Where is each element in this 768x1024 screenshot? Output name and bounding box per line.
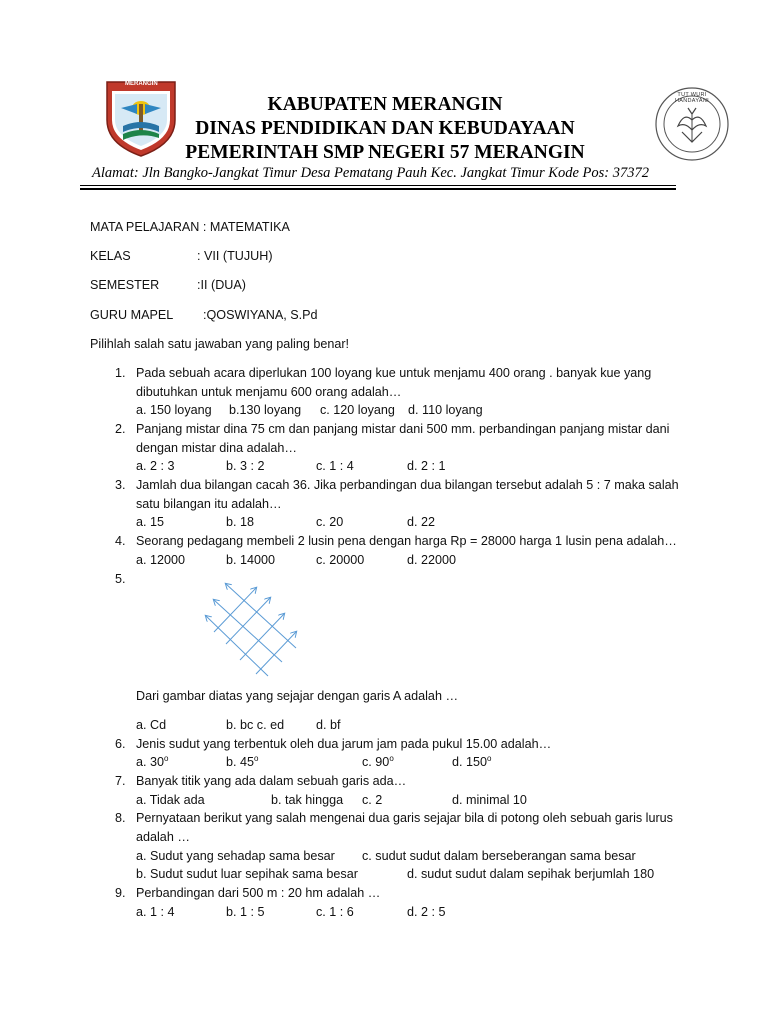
- question-text: Pada sebuah acara diperlukan 100 loyang kue untuk menjamu 400 orang . banyak kue yang: [136, 366, 652, 380]
- semester-label: SEMESTER: [90, 278, 160, 292]
- option-a: a. Cd: [136, 718, 167, 732]
- degree-mark: o: [487, 754, 492, 763]
- question-number: 4.: [115, 534, 126, 548]
- option-b: b. bc c. ed: [226, 718, 285, 732]
- option-b: b. 3 : 2: [226, 459, 265, 473]
- diagram-line-4: [256, 632, 296, 674]
- logo-right-text: TUT WURI HANDAYANI: [675, 92, 709, 104]
- option-c: c. 120 loyang: [320, 403, 395, 417]
- degree-mark: o: [164, 754, 169, 763]
- question-text: Perbandingan dari 500 m : 20 hm adalah …: [136, 886, 381, 900]
- question-number: 5.: [115, 572, 126, 586]
- question-text: dengan mistar dina adalah…: [136, 441, 298, 455]
- instruction: Pilihlah salah satu jawaban yang paling benar!: [90, 337, 350, 351]
- class-value: : VII (TUJUH): [197, 249, 273, 263]
- school-address: Alamat: Jln Bangko-Jangkat Timur Desa Pematang Pauh Kec. Jangkat Timur Kode Pos: 37372: [92, 165, 649, 181]
- option-c: c. sudut sudut dalam berseberangan sama besar: [362, 849, 636, 863]
- option-b: b. 18: [226, 515, 255, 529]
- option-d: d. bf: [316, 718, 341, 732]
- header-line-1: KABUPATEN MERANGIN: [267, 94, 503, 115]
- question-text: dibutuhkan untuk menjamu 600 orang adalah…: [136, 385, 402, 399]
- option-b: b. 1 : 5: [226, 905, 265, 919]
- teacher-label: GURU MAPEL: [90, 308, 174, 322]
- question-number: 3.: [115, 478, 126, 492]
- option-a: a. Tidak ada: [136, 793, 205, 807]
- diagram-line-1: [214, 588, 256, 632]
- option-b: b.130 loyang: [229, 403, 302, 417]
- option-d: d. minimal 10: [452, 793, 527, 807]
- question-number: 2.: [115, 422, 126, 436]
- option-d: d. 2 : 5: [407, 905, 446, 919]
- semester-value: :II (DUA): [197, 278, 246, 292]
- diagram-line-2: [226, 598, 270, 644]
- option-a: a. 12000: [136, 553, 186, 567]
- option-b: b. 14000: [226, 553, 276, 567]
- question-text: adalah …: [136, 830, 190, 844]
- question-text: Jenis sudut yang terbentuk oleh dua jarum jam pada pukul 15.00 adalah…: [136, 737, 552, 751]
- option-d: d. 110 loyang: [408, 403, 483, 417]
- option-a-value: a. 30: [136, 755, 165, 769]
- tut-wuri-logo: [652, 84, 732, 164]
- option-d: [452, 754, 491, 770]
- option-c: c. 20000: [316, 553, 365, 567]
- option-a: a. Sudut yang sehadap sama besar: [136, 849, 335, 863]
- question-number: 7.: [115, 774, 126, 788]
- diagram-line-5: [206, 616, 268, 676]
- option-d: d. 22: [407, 515, 436, 529]
- logo-left-text: MERANGIN: [125, 81, 158, 87]
- option-d: d. 2 : 1: [407, 459, 446, 473]
- option-c: c. 1 : 4: [316, 459, 354, 473]
- question-number: 8.: [115, 811, 126, 825]
- option-c: c. 2: [362, 793, 383, 807]
- option-b: b. tak hingga: [271, 793, 344, 807]
- option-b: b. Sudut sudut luar sepihak sama besar: [136, 867, 358, 881]
- question-text: Panjang mistar dina 75 cm dan panjang mistar dani 500 mm. perbandingan panjang mistar dani: [136, 422, 670, 436]
- header-line-3: PEMERINTAH SMP NEGERI 57 MERANGIN: [185, 142, 585, 163]
- degree-mark: o: [389, 754, 394, 763]
- question-text: satu bilangan itu adalah…: [136, 497, 282, 511]
- option-d: d. 22000: [407, 553, 457, 567]
- header-divider-thick: [80, 188, 676, 190]
- class-label: KELAS: [90, 249, 131, 263]
- option-c: [362, 754, 394, 770]
- diagram-line-6: [214, 600, 282, 662]
- teacher-value: :QOSWIYANA, S.Pd: [203, 308, 318, 322]
- header-divider-thin: [80, 185, 676, 186]
- question-number: 6.: [115, 737, 126, 751]
- question-text: Dari gambar diatas yang sejajar dengan garis A adalah …: [136, 689, 459, 703]
- header-line-2: DINAS PENDIDIKAN DAN KEBUDAYAAN: [195, 118, 575, 139]
- option-a: a. 2 : 3: [136, 459, 175, 473]
- parallel-lines-diagram: [196, 576, 300, 680]
- question-number: 9.: [115, 886, 126, 900]
- option-d-value: d. 150: [452, 755, 488, 769]
- option-a: a. 150 loyang: [136, 403, 212, 417]
- option-a: a. 15: [136, 515, 165, 529]
- option-b-value: b. 45: [226, 755, 255, 769]
- diagram-line-3: [240, 614, 284, 660]
- question-text: Pernyataan berikut yang salah mengenai dua garis sejajar bila di potong oleh sebuah garis lurus: [136, 811, 673, 825]
- question-text: Seorang pedagang membeli 2 lusin pena dengan harga Rp = 28000 harga 1 lusin pena adalah…: [136, 534, 677, 548]
- question-number: 1.: [115, 366, 126, 380]
- degree-mark: o: [254, 754, 259, 763]
- option-a: a. 1 : 4: [136, 905, 175, 919]
- subject-line: MATA PELAJARAN : MATEMATIKA: [90, 220, 290, 234]
- question-text: Banyak titik yang ada dalam sebuah garis ada…: [136, 774, 407, 788]
- option-c-value: c. 90: [362, 755, 390, 769]
- option-c: c. 1 : 6: [316, 905, 354, 919]
- option-c: c. 20: [316, 515, 344, 529]
- option-a: [136, 754, 168, 770]
- option-d: d. sudut sudut dalam sepihak berjumlah 180: [407, 867, 655, 881]
- option-b: [226, 754, 258, 770]
- question-text: Jamlah dua bilangan cacah 36. Jika perbandingan dua bilangan tersebut adalah 5 : 7 maka salah: [136, 478, 679, 492]
